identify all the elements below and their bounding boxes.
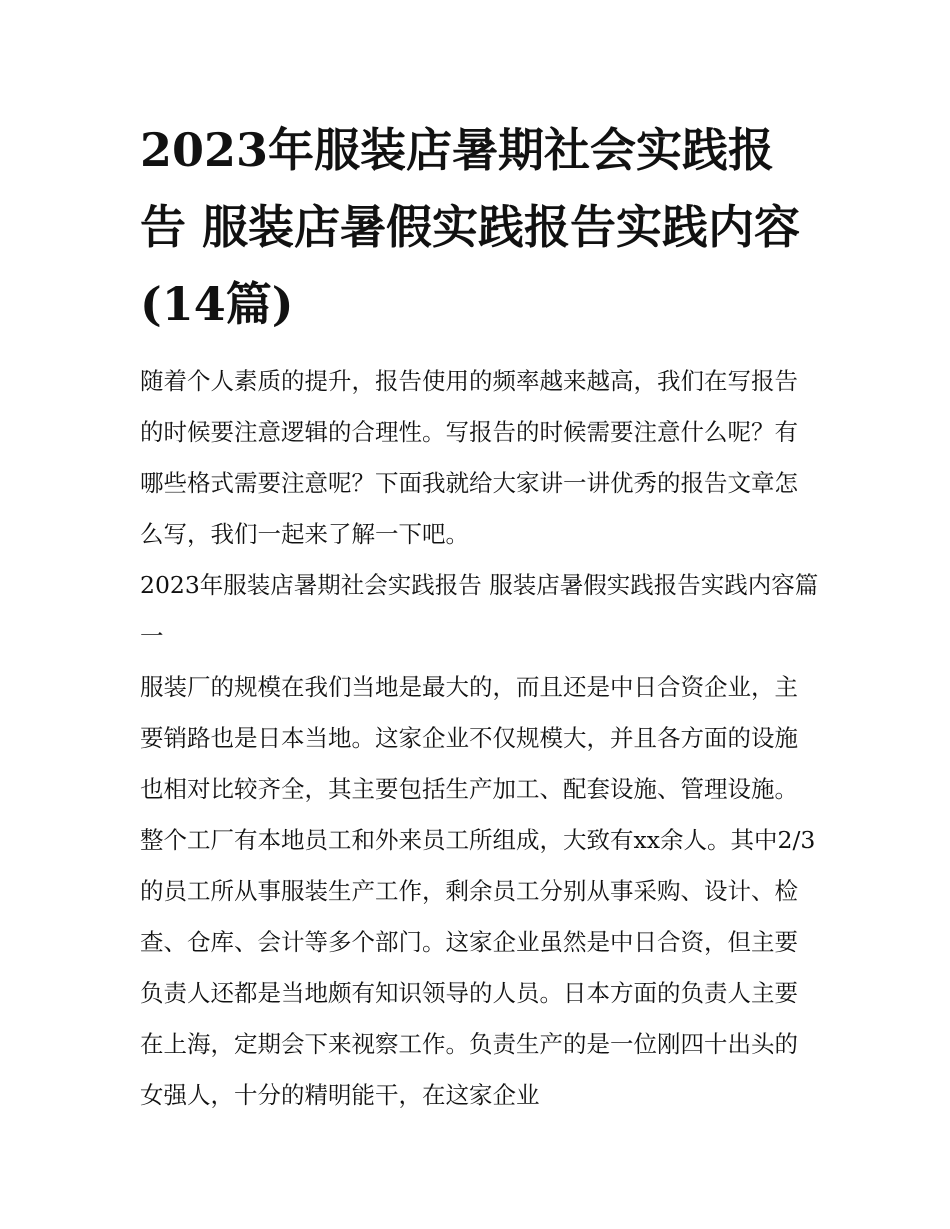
document-body: [140, 356, 820, 1121]
document-title: 2023年服装店暑期社会实践报告 服装店暑假实践报告实践内容(14篇): [140, 123, 801, 331]
intro-paragraph: 随着个人素质的提升，报告使用的频率越来越高，我们在写报告的时候要注意逻辑的合理性。写报告的时候需要注意什么呢？有哪些格式需要注意呢？下面我就给大家讲一讲优秀的报告文章怎么写，我们一起来了解一下吧。: [140, 367, 798, 548]
section-paragraph: 服装厂的规模在我们当地是最大的，而且还是中日合资企业，主要销路也是日本当地。这家企业不仅规模大，并且各方面的设施也相对比较齐全，其主要包括生产加工、配套设施、管理设施。整个工厂有本地员工和外来员工所组成，大致有xx余人。其中2/3的员工所从事服装生产工作，剩余员工分别从事采购、设计、检查、仓库、会计等多个部门。这家企业虽然是中日合资，但主要负责人还都是当地颇有知识领导的人员。日本方面的负责人主要在上海，定期会下来视察工作。负责生产的是一位刚四十出头的女强人，十分的精明能干，在这家企业: [140, 673, 816, 1109]
section-heading: 2023年服装店暑期社会实践报告 服装店暑假实践报告实践内容篇一: [140, 571, 819, 650]
